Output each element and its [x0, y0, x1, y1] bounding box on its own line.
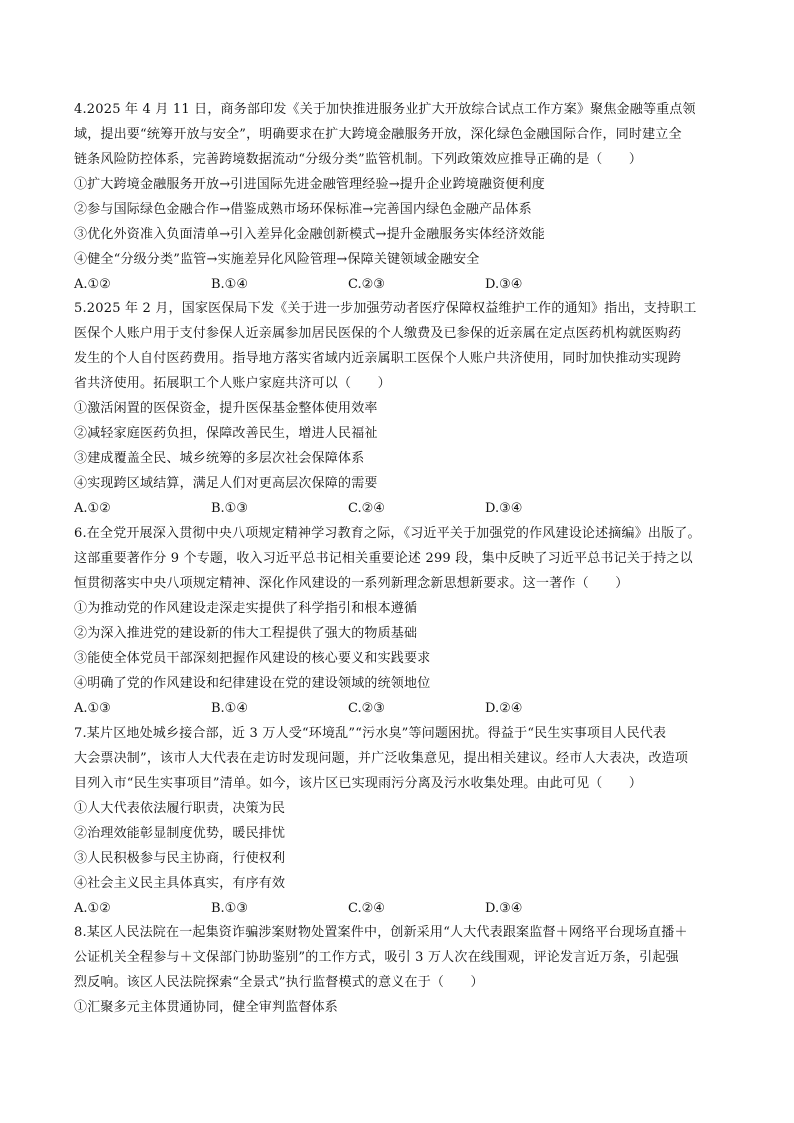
choice-item: ①人大代表依法履行职责，决策为民: [74, 801, 286, 816]
choice-item: ①汇聚多元主体贯通协同，健全审判监督体系: [74, 1000, 339, 1015]
option-d: D.②④: [485, 701, 523, 716]
choice-item: ①激活闲置的医保资金，提升医保基金整体使用效率: [74, 401, 378, 416]
choice-item: ④实现跨区域结算，满足人们对更高层次保障的需要: [74, 476, 378, 491]
option-a: A.①②: [74, 277, 111, 292]
option-a: A.①③: [74, 701, 111, 716]
question-stem-line: 域，提出要“统筹开放与安全”，明确要求在扩大跨境金融服务开放，深化绿色金融国际合作，同时建立全: [74, 127, 682, 142]
choice-item: ④健全“分级分类”监管→实施差异化风险管理→保障关键领域金融安全: [74, 252, 480, 267]
choice-item: ②参与国际绿色金融合作→借鉴成熟市场环保标准→完善国内绿色金融产品体系: [74, 202, 532, 217]
option-a: A.①②: [74, 501, 111, 516]
question-stem-line: 目列入市“民生实事项目”清单。如今，该片区已实现雨污分离及污水收集处理。由此可见（ ）: [74, 776, 643, 791]
option-c: C.②③: [348, 701, 385, 716]
choice-item: ②为深入推进党的建设新的伟大工程提供了强大的物质基础: [74, 626, 418, 641]
question-stem-line: 烈反响。该区人民法院探索“全景式”执行监督模式的意义在于（ ）: [74, 975, 484, 990]
question-stem-line: 8.某区人民法院在一起集资诈骗涉案财物处置案件中，创新采用“人大代表跟案监督＋网络平台现场直播＋: [74, 925, 688, 940]
question-stem-line: 5.2025 年 2 月，国家医保局下发《关于进一步加强劳动者医疗保障权益维护工作的通知》指出，支持职工: [74, 301, 697, 316]
option-d: D.③④: [485, 501, 523, 516]
question-stem-line: 公证机关全程参与＋文保部门协助鉴别”的工作方式，吸引 3 万人次在线围观，评论发言近万条，引起强: [74, 950, 679, 965]
option-b: B.①④: [211, 701, 248, 716]
choice-item: ①为推动党的作风建设走深走实提供了科学指引和根本遵循: [74, 601, 418, 616]
option-c: C.②④: [348, 501, 385, 516]
option-c: C.②④: [348, 901, 385, 916]
choice-item: ②治理效能彰显制度优势，暖民排忧: [74, 826, 286, 841]
question-stem-line: 7.某片区地处城乡接合部，近 3 万人受“环境乱”“污水臭”等问题困扰。得益于“民生实事项目人民代表: [74, 726, 667, 741]
question-stem-line: 6.在全党开展深入贯彻中央八项规定精神学习教育之际，《习近平关于加强党的作风建设论述摘编》出版了。: [74, 526, 701, 541]
question-stem-line: 这部重要著作分 9 个专题，收入习近平总书记相关重要论述 299 段，集中反映了习近平总书记关于持之以: [74, 551, 693, 566]
question-stem-line: 4.2025 年 4 月 11 日，商务部印发《关于加快推进服务业扩大开放综合试点工作方案》聚焦金融等重点领: [74, 102, 696, 117]
question-stem-line: 医保个人账户用于支付参保人近亲属参加居民医保的个人缴费及已参保的近亲属在定点医药机构就医购药: [74, 326, 682, 341]
choice-item: ③能使全体党员干部深刻把握作风建设的核心要义和实践要求: [74, 651, 431, 666]
option-d: D.③④: [485, 277, 523, 292]
question-stem-line: 发生的个人自付医药费用。指导地方落实省域内近亲属职工医保个人账户共济使用，同时加快推动实现跨: [74, 351, 682, 366]
question-stem-line: 大会票决制”，该市人大代表在走访时发现问题，并广泛收集意见，提出相关建议。经市人大表决，改造项: [74, 751, 689, 766]
option-a: A.①②: [74, 901, 111, 916]
choice-item: ③优化外资准入负面清单→引入差异化金融创新模式→提升金融服务实体经济效能: [74, 227, 545, 242]
option-c: C.②③: [348, 277, 385, 292]
question-stem-line: 链条风险防控体系，完善跨境数据流动“分级分类”监管机制。下列政策效应推导正确的是（ ）: [74, 152, 643, 167]
question-stem-line: 省共济使用。拓展职工个人账户家庭共济可以（ ）: [74, 376, 391, 391]
question-stem-line: 恒贯彻落实中央八项规定精神、深化作风建设的一系列新理念新思想新要求。这一著作（ ）: [74, 576, 629, 591]
choice-item: ②减轻家庭医药负担，保障改善民生，增进人民福祉: [74, 426, 378, 441]
option-b: B.①③: [211, 901, 248, 916]
choice-item: ③建成覆盖全民、城乡统筹的多层次社会保障体系: [74, 451, 365, 466]
choice-item: ①扩大跨境金融服务开放→引进国际先进金融管理经验→提升企业跨境融资便利度: [74, 177, 545, 192]
choice-item: ④社会主义民主具体真实，有序有效: [74, 876, 286, 891]
option-d: D.③④: [485, 901, 523, 916]
choice-item: ③人民积极参与民主协商，行使权利: [74, 851, 286, 866]
option-b: B.①③: [211, 501, 248, 516]
option-b: B.①④: [211, 277, 248, 292]
choice-item: ④明确了党的作风建设和纪律建设在党的建设领域的统领地位: [74, 676, 431, 691]
